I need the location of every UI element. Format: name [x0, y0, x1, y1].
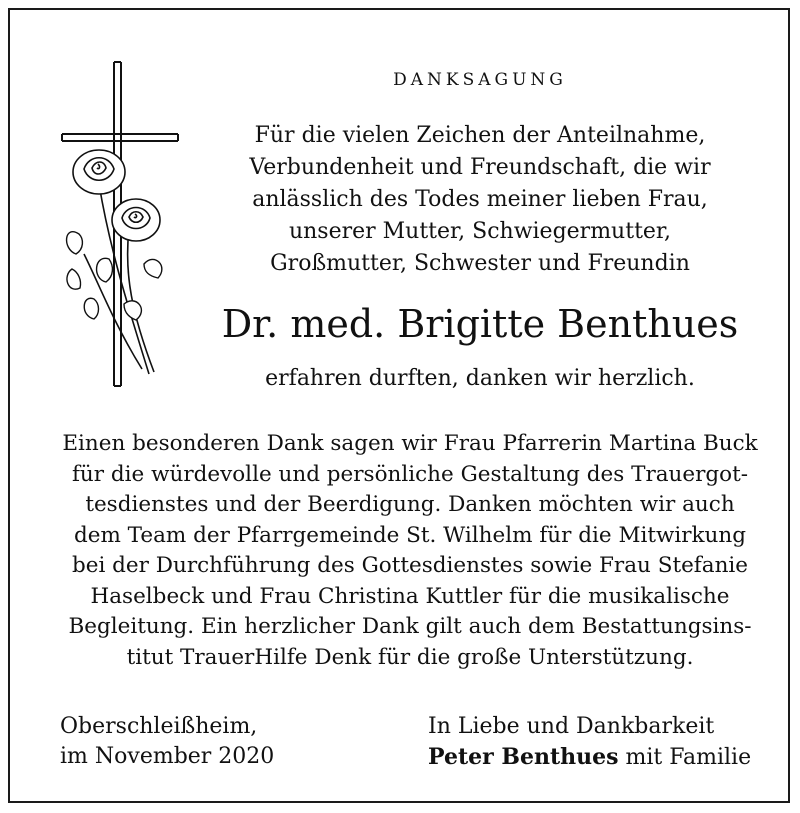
deceased-name: Dr. med. Brigitte Benthues: [221, 302, 739, 346]
intro-line: Großmutter, Schwester und Freundin: [270, 251, 690, 276]
body-line: Haselbeck und Frau Christina Kuttler für die musikalische: [90, 583, 730, 609]
date: im November 2020: [60, 744, 275, 769]
intro-line: Verbundenheit und Freundschaft, die wir: [249, 155, 711, 180]
body-line: Einen besonderen Dank sagen wir Frau Pfarrerin Martina Buck: [62, 431, 758, 456]
signer-suffix: mit Familie: [618, 745, 752, 770]
body-line: Begleitung. Ein herzlicher Dank gilt auch dem Bestattungsins-: [68, 614, 752, 639]
signer-line: [428, 742, 751, 773]
signer-name: Peter Benthues: [428, 744, 619, 770]
body-line: dem Team der Pfarrgemeinde St. Wilhelm für die Mitwirkung: [73, 522, 747, 548]
place-date-block: [60, 712, 274, 772]
body-line: bei der Durchführung des Gottesdienstes sowie Frau Stefanie: [71, 553, 749, 578]
intro-text: [210, 120, 750, 280]
body-line: titut TrauerHilfe Denk für die große Unterstützung.: [126, 644, 694, 670]
signoff: In Liebe und Dankbarkeit: [428, 714, 715, 739]
place: Oberschleißheim,: [60, 714, 258, 739]
closing-line: erfahren durften, danken wir herzlich.: [265, 366, 695, 391]
body-line: für die würdevolle und persönliche Gestaltung des Trauergot-: [71, 461, 749, 487]
heading: DANKSAGUNG: [393, 70, 567, 90]
cross-with-roses-icon: [54, 54, 184, 394]
obituary-frame: [8, 8, 790, 803]
acknowledgement-text: [20, 429, 800, 673]
intro-line: anlässlich des Todes meiner lieben Frau,: [252, 187, 708, 212]
signature-block: [428, 712, 751, 773]
body-line: tesdienstes und der Beerdigung. Danken möchten wir auch: [85, 492, 735, 517]
intro-line: Für die vielen Zeichen der Anteilnahme,: [254, 123, 706, 148]
intro-line: unserer Mutter, Schwiegermutter,: [288, 219, 672, 244]
